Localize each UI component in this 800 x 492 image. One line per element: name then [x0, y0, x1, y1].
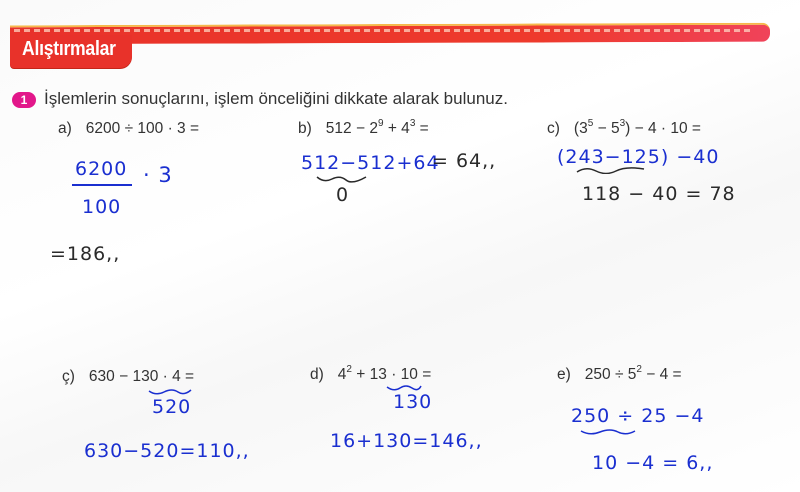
squiggle-underline [576, 166, 646, 174]
problem-e: e) $250 \div 5^2 - 4$ = [557, 364, 682, 383]
work-b-under: 0 [336, 184, 350, 206]
problem-label: e) [557, 366, 571, 383]
question-instruction: İşlemlerin sonuçlarını, işlem önceliğini dikkate alarak bulunuz. [44, 89, 508, 108]
section-title: Alıştırmalar [22, 38, 116, 60]
work-a-denominator: 100 [82, 196, 122, 218]
banner-decoration [14, 29, 754, 32]
work-a-fraction-line [72, 184, 132, 186]
problem-label: a) [58, 120, 72, 137]
squiggle-underline [580, 428, 636, 436]
problem-a [58, 120, 199, 138]
problem-c: c) $(3^5 - 5^3) - 4 \cdot 10$ = [547, 118, 701, 137]
work-c-line1: (243−125) −40 [557, 146, 720, 168]
problem-b: b) $512 - 2^9 + 4^3$ = [298, 118, 429, 137]
squiggle-underline [316, 175, 368, 183]
work-a-times: · 3 [143, 163, 173, 187]
problem-label: c) [547, 120, 560, 137]
work-a-numerator: 6200 [75, 158, 128, 180]
problem-label: b) [298, 120, 312, 137]
work-cc-under: 520 [152, 396, 192, 418]
question-number-badge: 1 [12, 92, 36, 108]
problem-label: d) [310, 366, 324, 383]
work-d-under: 130 [393, 391, 433, 413]
problem-expression: 630 − 130 · 4 = [88, 368, 195, 385]
work-b-line1: 512−512+64 [301, 152, 440, 174]
work-e-line1: 250 ÷ 25 −4 [571, 405, 705, 427]
problem-label: ç) [62, 368, 75, 385]
problem-c-cedilla [62, 368, 194, 386]
work-a-result: =186,, [50, 243, 121, 265]
problem-expression: 6200 ÷ 100 · 3 = [85, 120, 200, 137]
work-b-result: = 64,, [432, 150, 497, 172]
work-e-line2: 10 −4 = 6,, [592, 452, 714, 474]
squiggle-underline [148, 388, 192, 396]
work-d-line2: 16+130=146,, [330, 430, 483, 452]
work-c-line2: 118 − 40 = 78 [582, 183, 736, 205]
work-cc-line2: 630−520=110,, [84, 440, 250, 462]
problem-d: d) $4^2 + 13 \cdot 10$ = [310, 364, 432, 383]
